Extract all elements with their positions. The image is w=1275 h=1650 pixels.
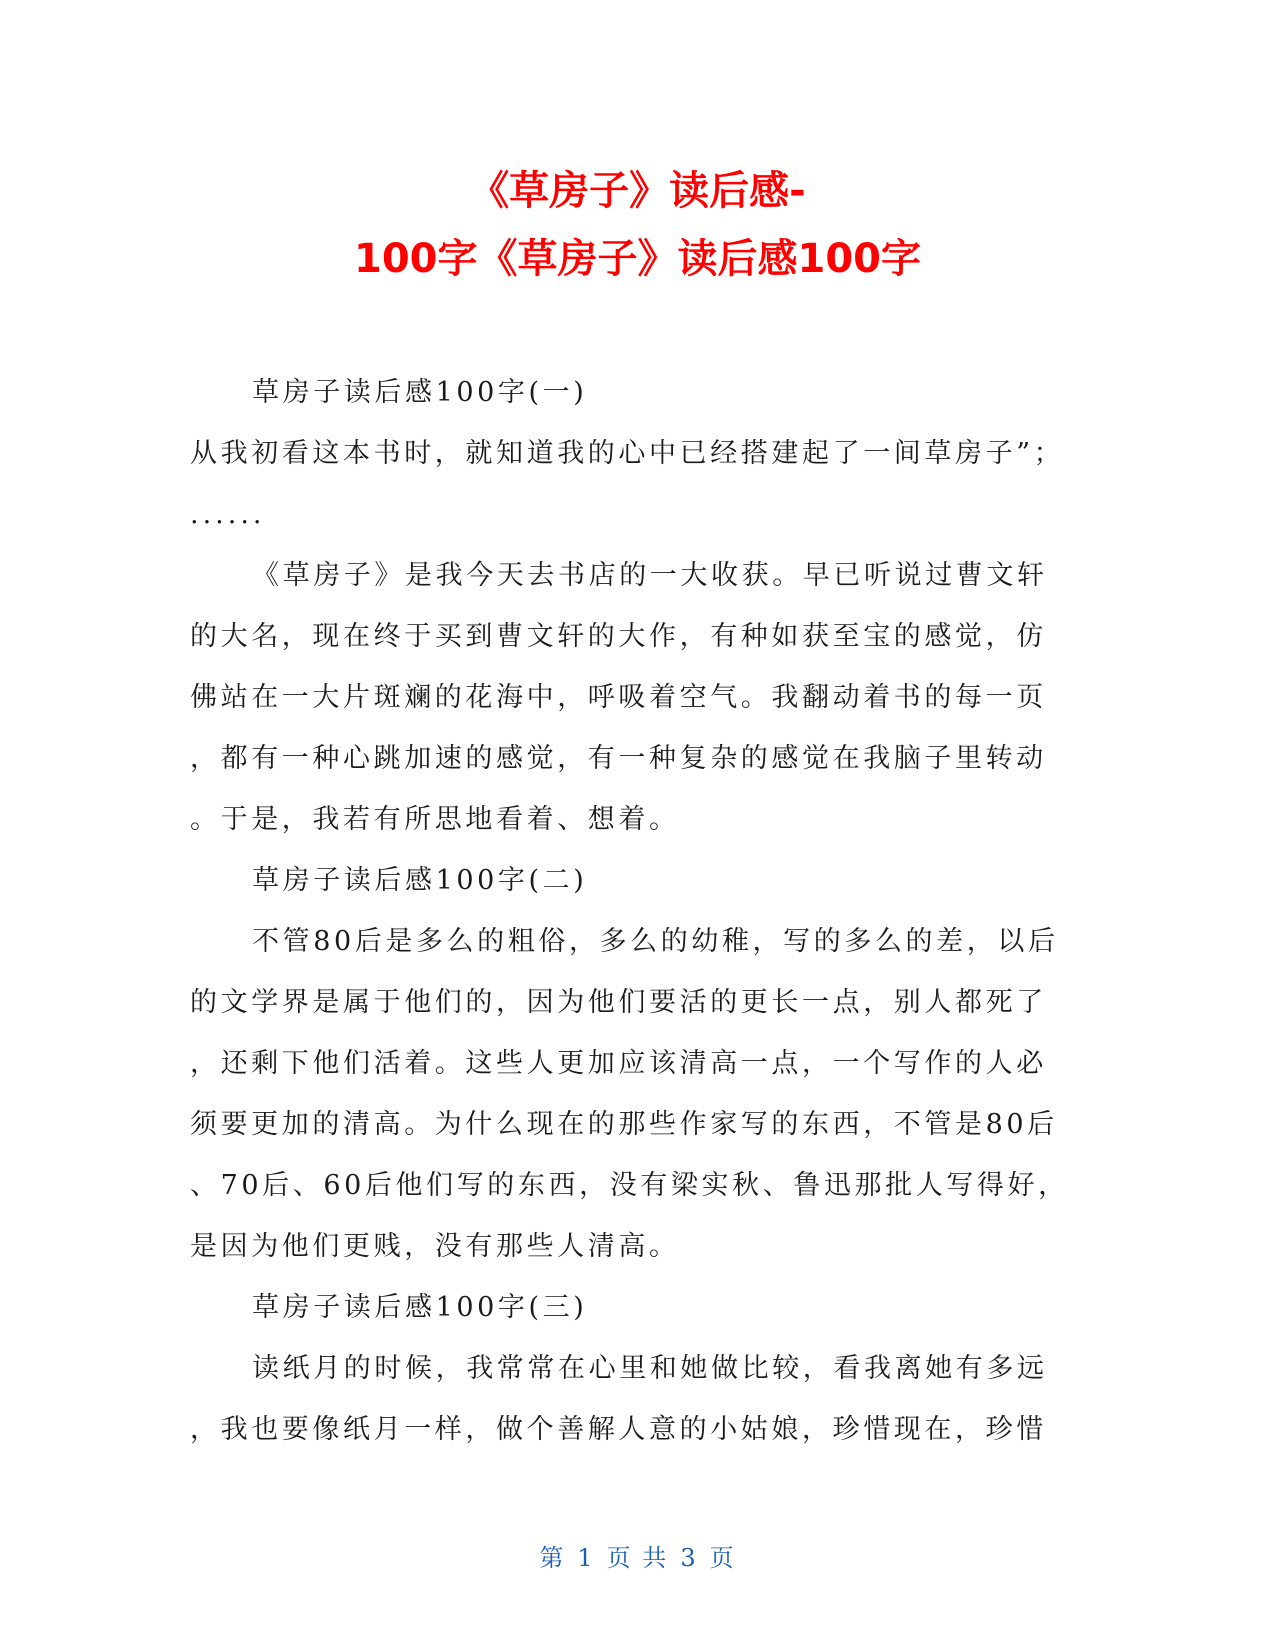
section-heading: 草房子读后感100字(一): [252, 377, 588, 408]
paragraph-line: 佛站在一大片斑斓的花海中，呼吸着空气。我翻动着书的每一页: [190, 682, 1047, 713]
paragraph-line: 的文学界是属于他们的，因为他们要活的更长一点，别人都死了: [190, 987, 1047, 1018]
footer-label-page: 第: [539, 1544, 566, 1572]
document-body: [190, 362, 1070, 1460]
paragraph-line: 是因为他们更贱，没有那些人清高。: [190, 1231, 680, 1262]
footer-label-of: 页 共: [606, 1544, 669, 1572]
paragraph-line: 《草房子》是我今天去书店的一大收获。早已听说过曹文轩: [252, 560, 1048, 591]
ellipsis-line: ......: [190, 499, 266, 530]
document-title-line-1: 《草房子》读后感-: [469, 168, 806, 214]
paragraph-line: 。于是，我若有所思地看着、想着。: [190, 804, 680, 835]
paragraph-line: ，我也要像纸月一样，做个善解人意的小姑娘，珍惜现在，珍惜: [190, 1414, 1047, 1445]
page-footer: [0, 1538, 1275, 1573]
section-heading: 草房子读后感100字(二): [252, 865, 588, 896]
footer-total-pages: 3: [680, 1544, 698, 1572]
section-heading: 草房子读后感100字(三): [252, 1292, 588, 1323]
footer-current-page: 1: [577, 1544, 595, 1572]
paragraph-line: ，还剩下他们活着。这些人更加应该清高一点，一个写作的人必: [190, 1048, 1047, 1079]
paragraph-line: ，都有一种心跳加速的感觉，有一种复杂的感觉在我脑子里转动: [190, 743, 1047, 774]
paragraph-line: 、70后、60后他们写的东西，没有梁实秋、鲁迅那批人写得好，: [190, 1170, 1069, 1201]
paragraph-line: 不管80后是多么的粗俗，多么的幼稚，写的多么的差，以后: [252, 926, 1059, 957]
paragraph-line: 从我初看这本书时，就知道我的心中已经搭建起了一间草房子”；: [190, 438, 1065, 469]
paragraph-line: 读纸月的时候，我常常在心里和她做比较，看我离她有多远: [252, 1353, 1048, 1384]
paragraph-line: 的大名，现在终于买到曹文轩的大作，有种如获至宝的感觉，仿: [190, 621, 1047, 652]
document-title-line-2: 100字《草房子》读后感100字: [354, 236, 921, 282]
footer-label-end: 页: [709, 1544, 736, 1572]
paragraph-line: 须要更加的清高。为什么现在的那些作家写的东西，不管是80后: [190, 1109, 1058, 1140]
